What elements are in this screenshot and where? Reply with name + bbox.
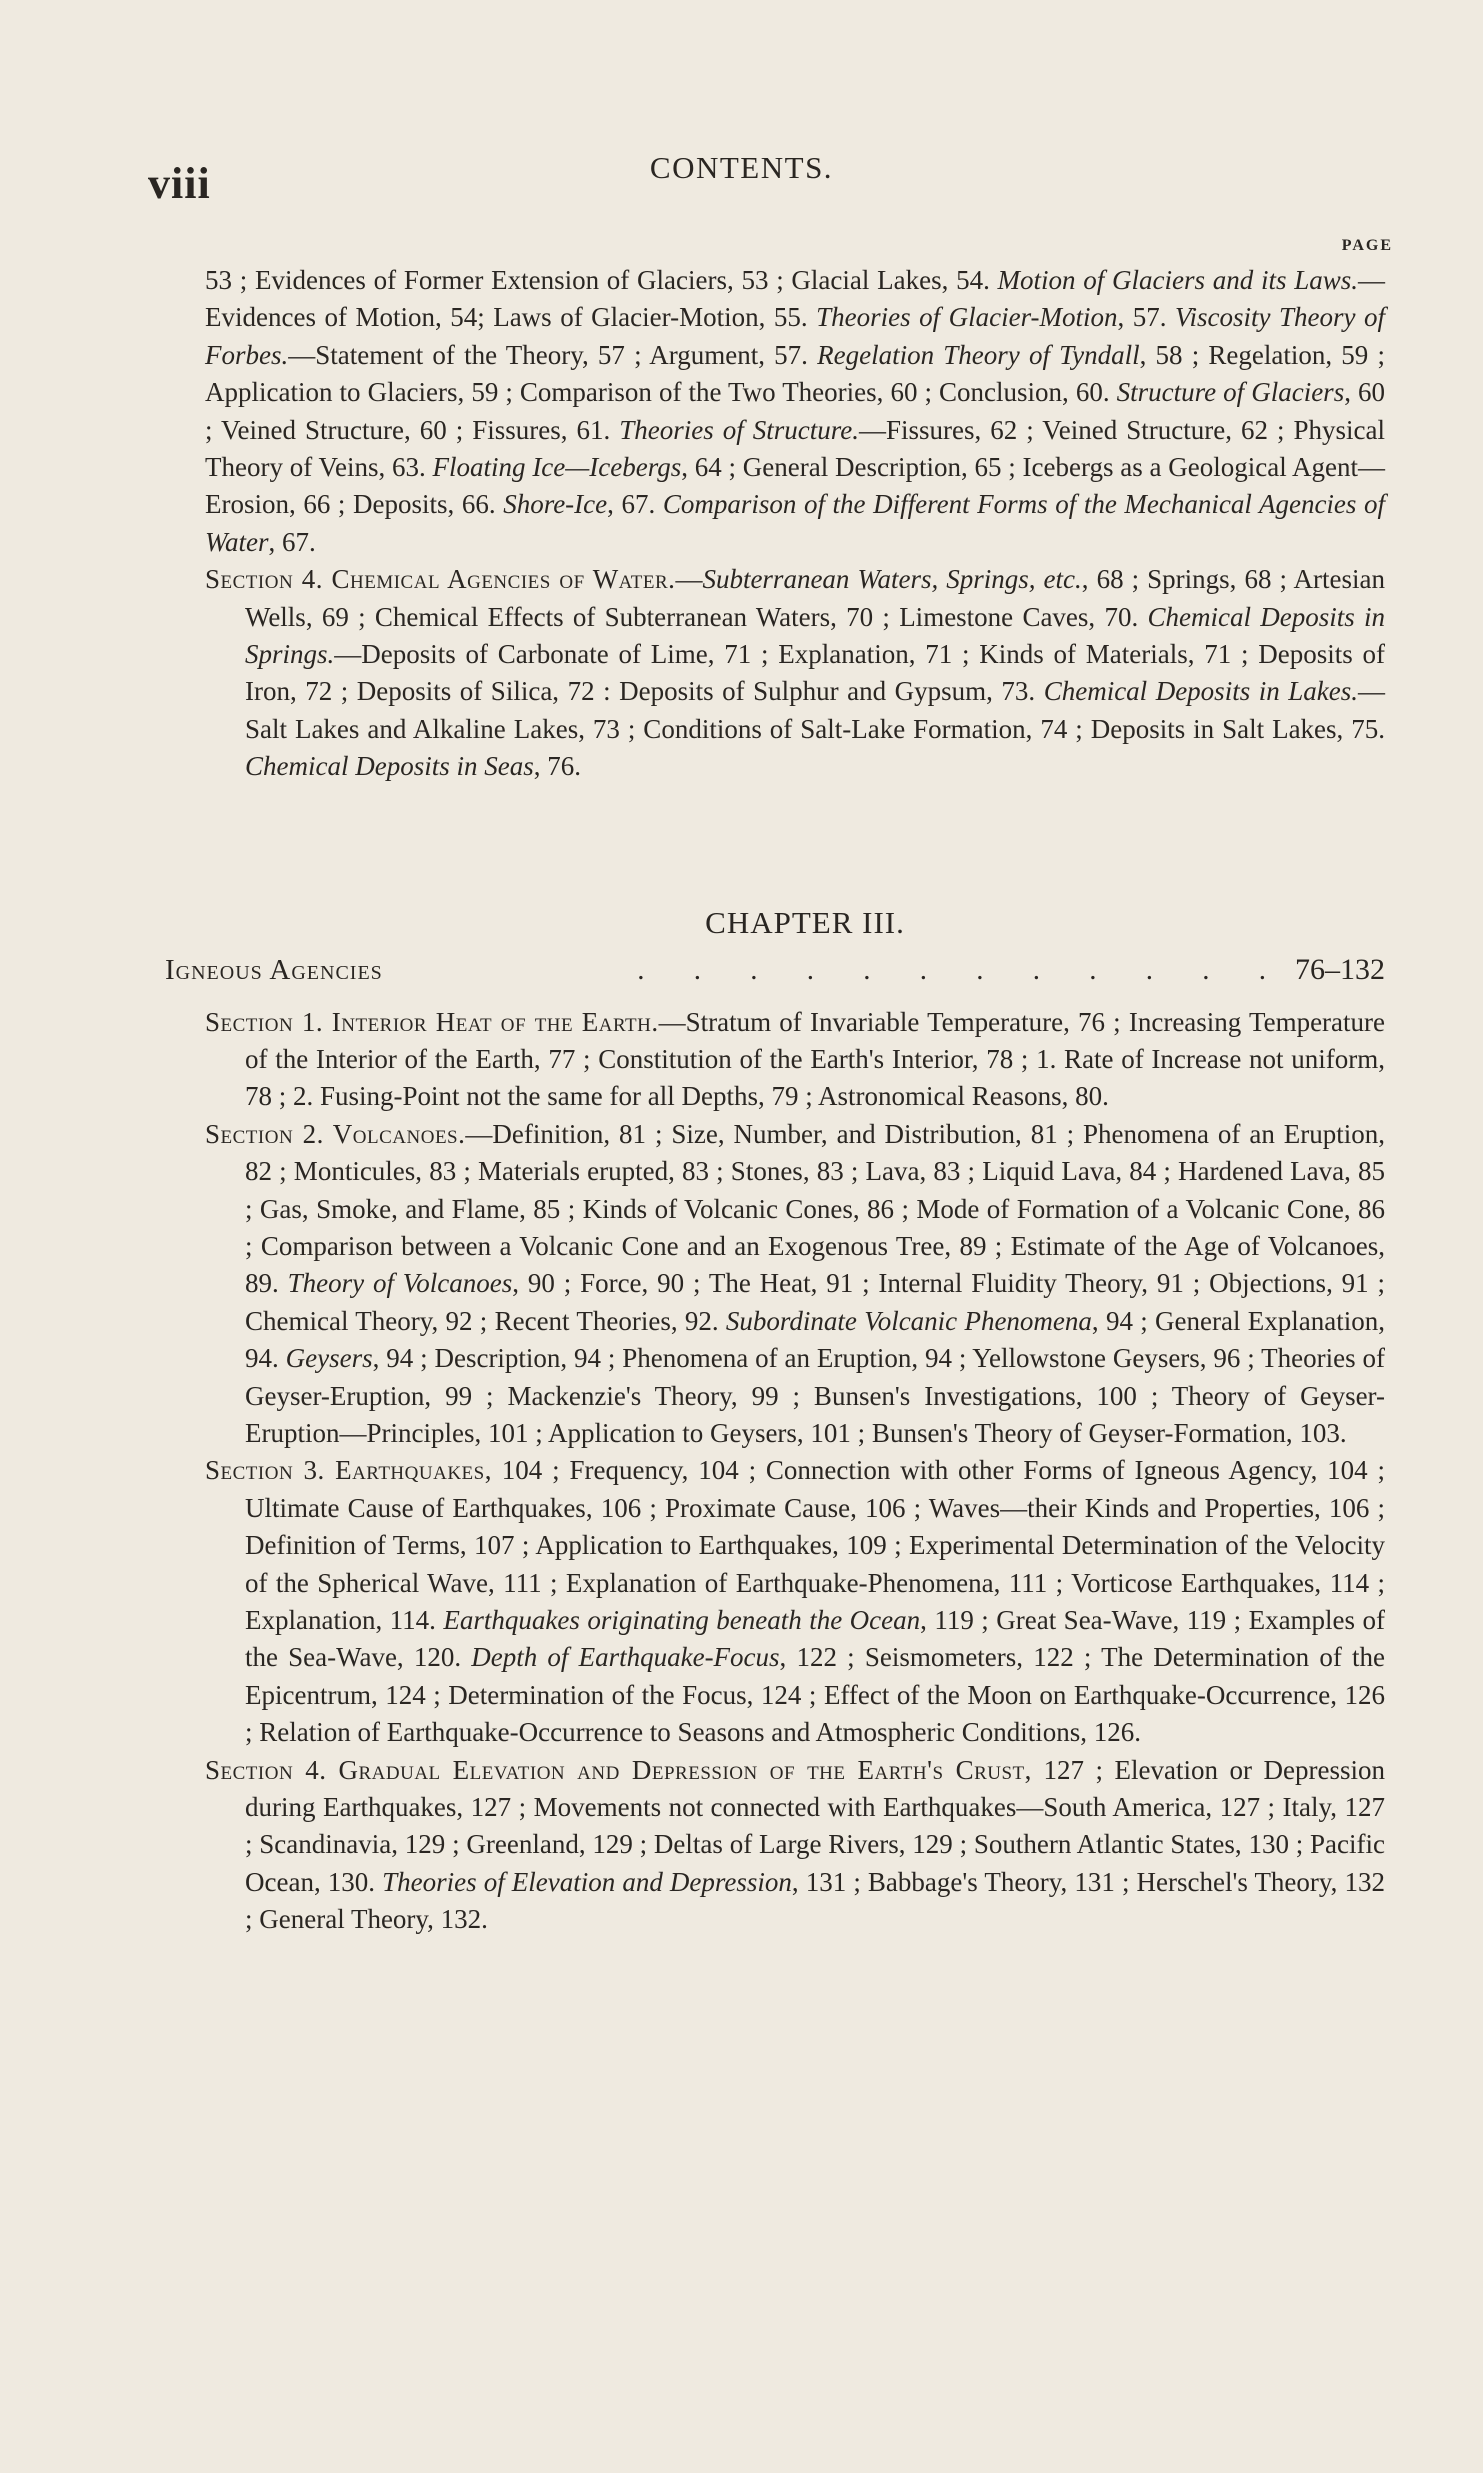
page-number: viii bbox=[148, 159, 211, 208]
leader-dots: . . . . . . . . . . . . bbox=[637, 954, 1287, 987]
section-lead: Section 4. Gradual Elevation and Depression of the Earth's Crust, bbox=[205, 1754, 1032, 1785]
page-range: 76–132 bbox=[1295, 953, 1385, 987]
section-lead: Section 2. Volcanoes. bbox=[205, 1118, 466, 1149]
section-text: —Stratum of Invariable Temperature, 76 ; Increasing Temperature of the Interior of the Earth, 77 ; Constitution of the Earth's Interior, 78 ; 1. Rate of Increase not uniform, 78 ; 2. Fusing-Point not the same for all Depths, 79 ; Astronomical Reasons, 80. bbox=[245, 1006, 1386, 1112]
section-lead: Section 4. Chemical Agencies of Water. bbox=[205, 564, 676, 595]
section-entry-1 bbox=[205, 1004, 1385, 1116]
running-head: CONTENTS. bbox=[649, 150, 834, 185]
section-text: 127 ; Elevation or Depression during Earthquakes, 127 ; Movements not connected with Earthquakes—South America, 127 ; Italy, 127 ; Scandinavia, 129 ; Greenland, 129 ; Deltas of Large Rivers, 129 ; Southern Atlantic States, 130 ; Pacific Ocean, 130. Theories of Elevation and Depression, 131 ; Babbage's Theory, 131 ; Herschel's Theory, 132 ; General Theory, 132. bbox=[245, 1754, 1385, 1935]
section-lead: Section 1. Interior Heat of the Earth. bbox=[205, 1006, 659, 1037]
continuation-text: 53 ; Evidences of Former Extension of Glaciers, 53 ; Glacial Lakes, 54. Motion of Glaciers and its Laws.—Evidences of Motion, 54; Laws of Glacier-Motion, 55. Theories of Glacier-Motion, 57. Viscosity Theory of Forbes.—Statement of the Theory, 57 ; Argument, 57. Regelation Theory of Tyndall, 58 ; Regelation, 59 ; Application to Glaciers, 59 ; Comparison of the Two Theories, 60 ; Conclusion, 60. Structure of Glaciers, 60 ; Veined Structure, 60 ; Fissures, 61. Theories of Structure.—Fissures, 62 ; Veined Structure, 62 ; Physical Theory of Veins, 63. Floating Ice—Icebergs, 64 ; General Description, 65 ; Icebergs as a Geological Agent—Erosion, 66 ; Deposits, 66. Shore-Ice, 67. Comparison of the Different Forms of the Mechanical Agencies of Water, 67. bbox=[205, 265, 1386, 557]
section-text: —Subterranean Waters, Springs, etc., 68 ; Springs, 68 ; Artesian Wells, 69 ; Chemical Effects of Subterranean Waters, 70 ; Limestone Caves, 70. Chemical Deposits in Springs.—Deposits of Carbonate of Lime, 71 ; Explanation, 71 ; Kinds of Materials, 71 ; Deposits of Iron, 72 ; Deposits of Silica, 72 : Deposits of Sulphur and Gypsum, 73. Chemical Deposits in Lakes.—Salt Lakes and Alkaline Lakes, 73 ; Conditions of Salt-Lake Formation, 74 ; Deposits in Salt Lakes, 75. Chemical Deposits in Seas, 76. bbox=[245, 564, 1385, 782]
section-text: 104 ; Frequency, 104 ; Connection with other Forms of Igneous Agency, 104 ; Ultimate Cause of Earthquakes, 106 ; Proximate Cause, 106 ; Waves—their Kinds and Properties, 106 ; Definition of Terms, 107 ; Application to Earthquakes, 109 ; Experimental Determination of the Velocity of the Spherical Wave, 111 ; Explanation of Earthquake-Phenomena, 111 ; Vorticose Earthquakes, 114 ; Explanation, 114. Earthquakes originating beneath the Ocean, 119 ; Great Sea-Wave, 119 ; Examples of the Sea-Wave, 120. Depth of Earthquake-Focus, 122 ; Seismometers, 122 ; The Determination of the Epicentrum, 124 ; Determination of the Focus, 124 ; Effect of the Moon on Earthquake-Occurrence, 126 ; Relation of Earthquake-Occurrence to Seasons and Atmospheric Conditions, 126. bbox=[245, 1455, 1385, 1748]
section-entry-4 bbox=[205, 1752, 1385, 1939]
section-entry-water-chemical bbox=[205, 561, 1385, 785]
part-title-line bbox=[165, 951, 1385, 989]
part-title: Igneous Agencies bbox=[165, 954, 383, 987]
continuation-entry bbox=[205, 262, 1385, 561]
page-column-label: PAGE bbox=[1341, 237, 1393, 254]
section-entry-2 bbox=[205, 1116, 1385, 1453]
sections-list bbox=[205, 1004, 1385, 1939]
section-entry-3 bbox=[205, 1452, 1385, 1751]
contents-body bbox=[165, 262, 1386, 1939]
section-lead: Section 3. Earthquakes, bbox=[205, 1455, 492, 1486]
chapter-heading: CHAPTER III. bbox=[705, 904, 905, 940]
section-text: —Definition, 81 ; Size, Number, and Distribution, 81 ; Phenomena of an Eruption, 82 ; Monticules, 83 ; Materials erupted, 83 ; Stones, 83 ; Lava, 83 ; Liquid Lava, 84 ; Hardened Lava, 85 ; Gas, Smoke, and Flame, 85 ; Kinds of Volcanic Cones, 86 ; Mode of Formation of a Volcanic Cone, 86 ; Comparison between a Volcanic Cone and an Exogenous Tree, 89 ; Estimate of the Age of Volcanoes, 89. Theory of Volcanoes, 90 ; Force, 90 ; The Heat, 91 ; Internal Fluidity Theory, 91 ; Objections, 91 ; Chemical Theory, 92 ; Recent Theories, 92. Subordinate Volcanic Phenomena, 94 ; General Explanation, 94. Geysers, 94 ; Description, 94 ; Phenomena of an Eruption, 94 ; Yellowstone Geysers, 96 ; Theories of Geyser-Eruption, 99 ; Mackenzie's Theory, 99 ; Bunsen's Investigations, 100 ; Theory of Geyser-Eruption—Principles, 101 ; Application to Geysers, 101 ; Bunsen's Theory of Geyser-Formation, 103. bbox=[245, 1118, 1386, 1448]
